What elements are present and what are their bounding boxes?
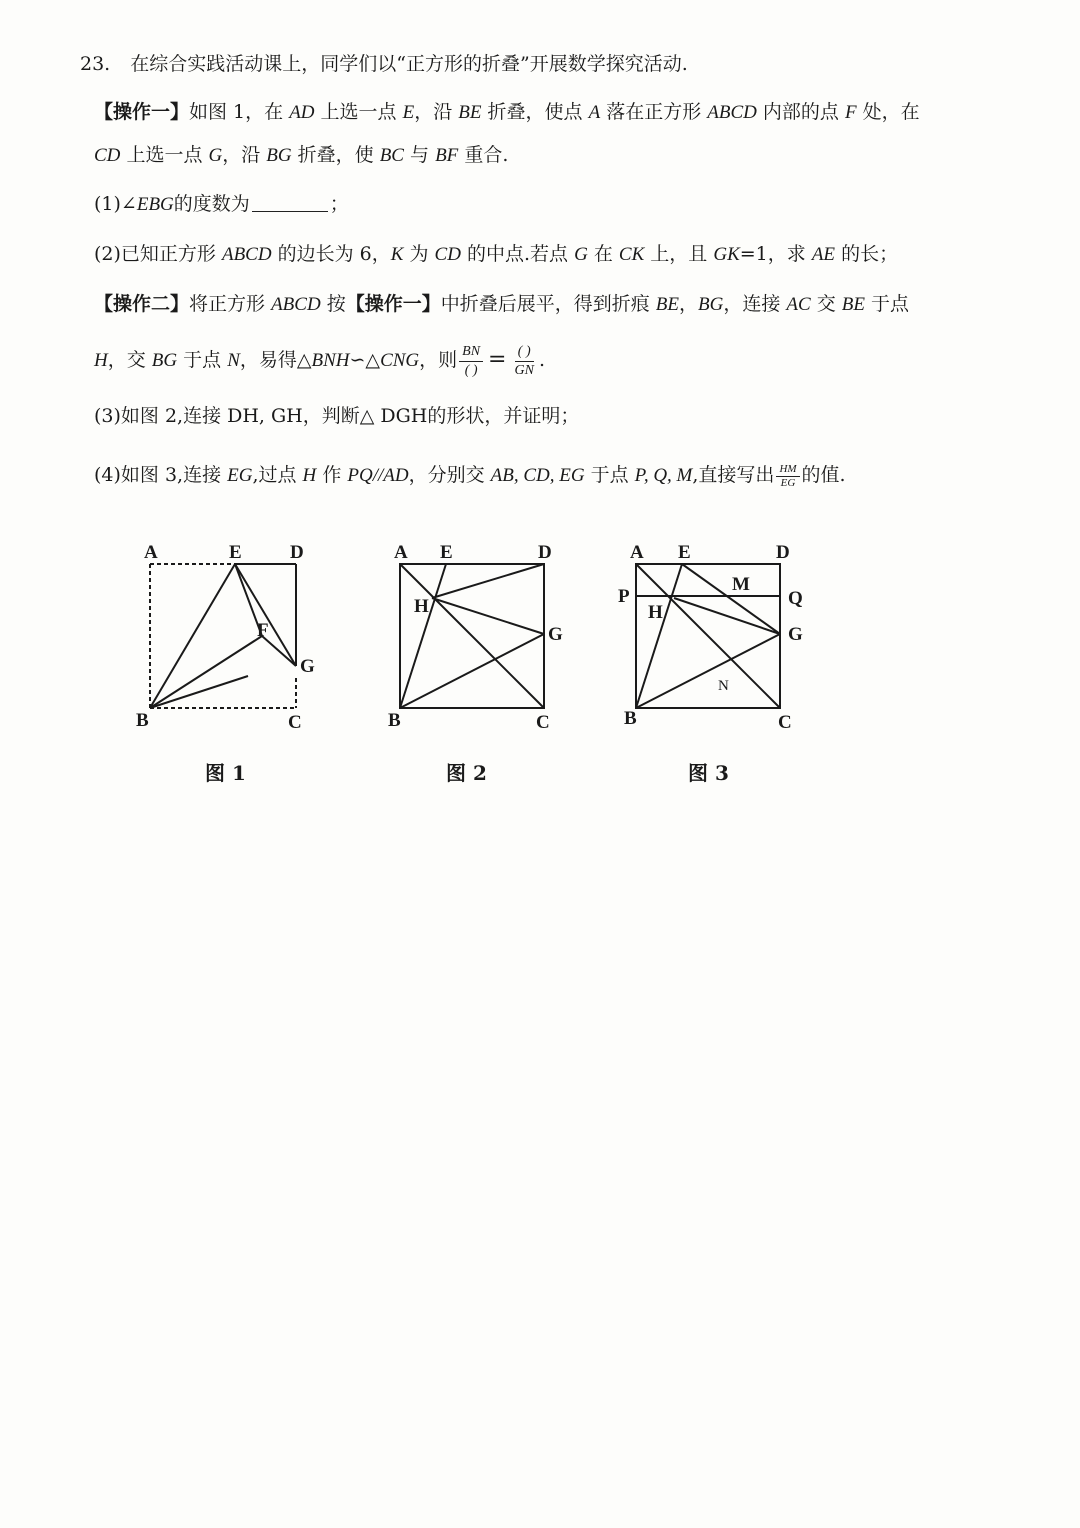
- text-run: G: [574, 244, 588, 265]
- question-3: [94, 404, 579, 428]
- figure-1-caption: 图 1: [205, 761, 246, 785]
- text-run: G: [208, 145, 223, 166]
- ratio-fraction-2: $\frac{( )}{GN}$: [514, 343, 534, 378]
- figure-2-caption: 图 2: [446, 761, 487, 785]
- text-run: ABCD: [271, 294, 321, 315]
- fig3-label-H: H: [648, 602, 663, 623]
- text-run: F: [844, 102, 857, 123]
- text-run: GK: [713, 244, 740, 265]
- figure-3-diagram: [614, 538, 824, 738]
- operation-two-line-2: H，交 BG 于点 N，易得△BNH∽△CNG，则 $\frac{BN}{( )}$ = $\frac{( )}{GN}$ .: [94, 343, 545, 378]
- figure-2-diagram: [378, 538, 578, 738]
- text-run: BE: [841, 294, 865, 315]
- text-run: ,过点: [252, 464, 303, 486]
- question-4-text: [94, 464, 774, 486]
- text-run: BNH: [311, 350, 350, 371]
- text-run: BE: [655, 294, 679, 315]
- text-run: 落在正方形: [600, 101, 708, 123]
- text-run: 按: [320, 293, 346, 315]
- text-run: 与: [403, 144, 436, 166]
- text-run: 上，且: [644, 243, 714, 265]
- problem-number: 23.: [80, 53, 111, 75]
- text-run: 如图 1，在: [189, 101, 290, 123]
- fig3-label-N: N: [718, 678, 729, 694]
- text-run: (4)如图 3,连接: [94, 464, 228, 486]
- text-run: 于点: [864, 293, 910, 315]
- fig2-label-A: A: [394, 542, 408, 563]
- text-run: 为: [403, 243, 435, 265]
- text-run: 的中点.若点: [460, 243, 575, 265]
- text-run: E: [402, 102, 415, 123]
- text-run: 在: [587, 243, 619, 265]
- text-run: 交: [810, 293, 842, 315]
- text-run: 的长；: [835, 243, 899, 265]
- fig3-label-Q: Q: [788, 588, 803, 609]
- problem-intro: 在综合实践活动课上，同学们以“正方形的折叠”开展数学探究活动.: [130, 53, 688, 75]
- fig1-label-D: D: [290, 542, 304, 563]
- text-run: 于点: [177, 349, 228, 371]
- question-4: (4)如图 3,连接 EG,过点 H 作 PQ//AD，分别交 AB, CD, EG 于点 P, Q, M,直接写出 $\frac{HM}{EG}$ 的值.: [94, 462, 846, 489]
- text-run: PQ//AD: [347, 465, 409, 486]
- text-run: 上选一点: [314, 101, 403, 123]
- fig2-label-C: C: [536, 712, 550, 733]
- text-run: CD: [94, 145, 121, 166]
- fig2-label-G: G: [548, 624, 563, 645]
- text-run: K: [390, 244, 404, 265]
- text-run: AD: [289, 102, 315, 123]
- question-2-text: [94, 243, 898, 265]
- text-run: ，交: [107, 349, 152, 371]
- text-run: 将正方形: [189, 293, 272, 315]
- fig3-label-M: M: [732, 574, 750, 595]
- text-run: 折叠，使: [291, 144, 380, 166]
- text-run: =1，求: [739, 243, 812, 265]
- fig1-label-C: C: [288, 712, 302, 733]
- text-run: BC: [379, 145, 404, 166]
- text-run: (2)已知正方形: [94, 243, 222, 265]
- text-run: BG: [266, 145, 292, 166]
- fig1-label-E: E: [229, 542, 242, 563]
- text-run: 重合.: [458, 144, 509, 166]
- text-run: BE: [458, 102, 482, 123]
- text-run: AE: [811, 244, 836, 265]
- text-run: 折叠，使点: [481, 101, 589, 123]
- text-run: ，易得△: [239, 349, 312, 371]
- operation-two-line-1: [94, 292, 909, 317]
- hm-eg-fraction: $\frac{HM}{EG}$: [776, 463, 799, 490]
- operation-one-tag: 【操作一】: [94, 101, 190, 123]
- fig2-label-B: B: [388, 710, 401, 731]
- fig1-label-B: B: [136, 710, 149, 731]
- text-run: CK: [618, 244, 645, 265]
- text-run: ABCD: [221, 244, 272, 265]
- text-run: 的边长为 6，: [271, 243, 391, 265]
- text-run: A: [588, 102, 601, 123]
- text-run: ，则: [419, 349, 458, 371]
- figure-3-caption: 图 3: [688, 761, 729, 785]
- fig1-label-G: G: [300, 656, 315, 677]
- fig2-label-D: D: [538, 542, 552, 563]
- fig3-label-P: P: [618, 586, 630, 607]
- text-run: CD: [434, 244, 461, 265]
- text-run: ，分别交: [408, 464, 491, 486]
- operation-one-text-1: [189, 101, 920, 123]
- fig3-label-A: A: [630, 542, 644, 563]
- text-run: 上选一点: [120, 144, 209, 166]
- operation-two-text-1: [189, 293, 909, 315]
- text-run: P, Q, M: [634, 465, 693, 486]
- text-run: EG: [227, 465, 253, 486]
- text-run: ，沿: [414, 101, 459, 123]
- operation-one-text-2: [94, 144, 508, 166]
- text-run: 【操作一】: [345, 293, 441, 315]
- text-run: H: [94, 350, 108, 371]
- fig1-label-A: A: [144, 542, 158, 563]
- text-run: ABCD: [707, 102, 757, 123]
- text-run: BF: [435, 145, 459, 166]
- text-run: 作: [316, 464, 348, 486]
- ratio-fraction-1: $\frac{BN}{( )}$: [459, 343, 483, 380]
- text-run: 中折叠后展平，得到折痕: [440, 293, 656, 315]
- operation-one-line-1: [94, 100, 920, 125]
- text-run: BG: [151, 350, 178, 371]
- text-run: ∽△: [349, 349, 381, 371]
- figure-1-diagram: [130, 538, 330, 738]
- answer-blank[interactable]: [252, 195, 328, 212]
- fig3-label-D: D: [776, 542, 790, 563]
- problem-header: [80, 52, 688, 76]
- text-run: 内部的点: [756, 101, 845, 123]
- fig3-label-C: C: [778, 712, 792, 733]
- text-run: ,直接写出: [692, 464, 775, 486]
- question-3-text: (3)如图 2,连接 DH, GH，判断△ DGH的形状，并证明；: [94, 405, 580, 427]
- fig3-label-E: E: [678, 542, 691, 563]
- text-run: AB, CD, EG: [490, 465, 585, 486]
- text-run: ，: [679, 293, 699, 315]
- text-run: BG: [698, 294, 724, 315]
- operation-two-tag: 【操作二】: [94, 293, 190, 315]
- text-run: N: [227, 350, 240, 371]
- question-2: [94, 242, 898, 267]
- text-run: 处，在: [856, 101, 920, 123]
- text-run: ，沿: [222, 144, 267, 166]
- operation-one-line-2: [94, 143, 508, 168]
- fig2-label-E: E: [440, 542, 453, 563]
- text-run: 于点: [584, 464, 635, 486]
- operation-two-text-2: [94, 349, 457, 371]
- fig3-label-G: G: [788, 624, 803, 645]
- text-run: ，连接: [723, 293, 787, 315]
- fig1-label-F: F: [257, 620, 269, 641]
- fig2-label-H: H: [414, 596, 429, 617]
- text-run: H: [302, 465, 317, 486]
- text-run: AC: [786, 294, 811, 315]
- fig3-label-B: B: [624, 708, 637, 729]
- text-run: CNG: [380, 350, 420, 371]
- question-1: (1)∠EBG的度数为 ；: [94, 193, 349, 215]
